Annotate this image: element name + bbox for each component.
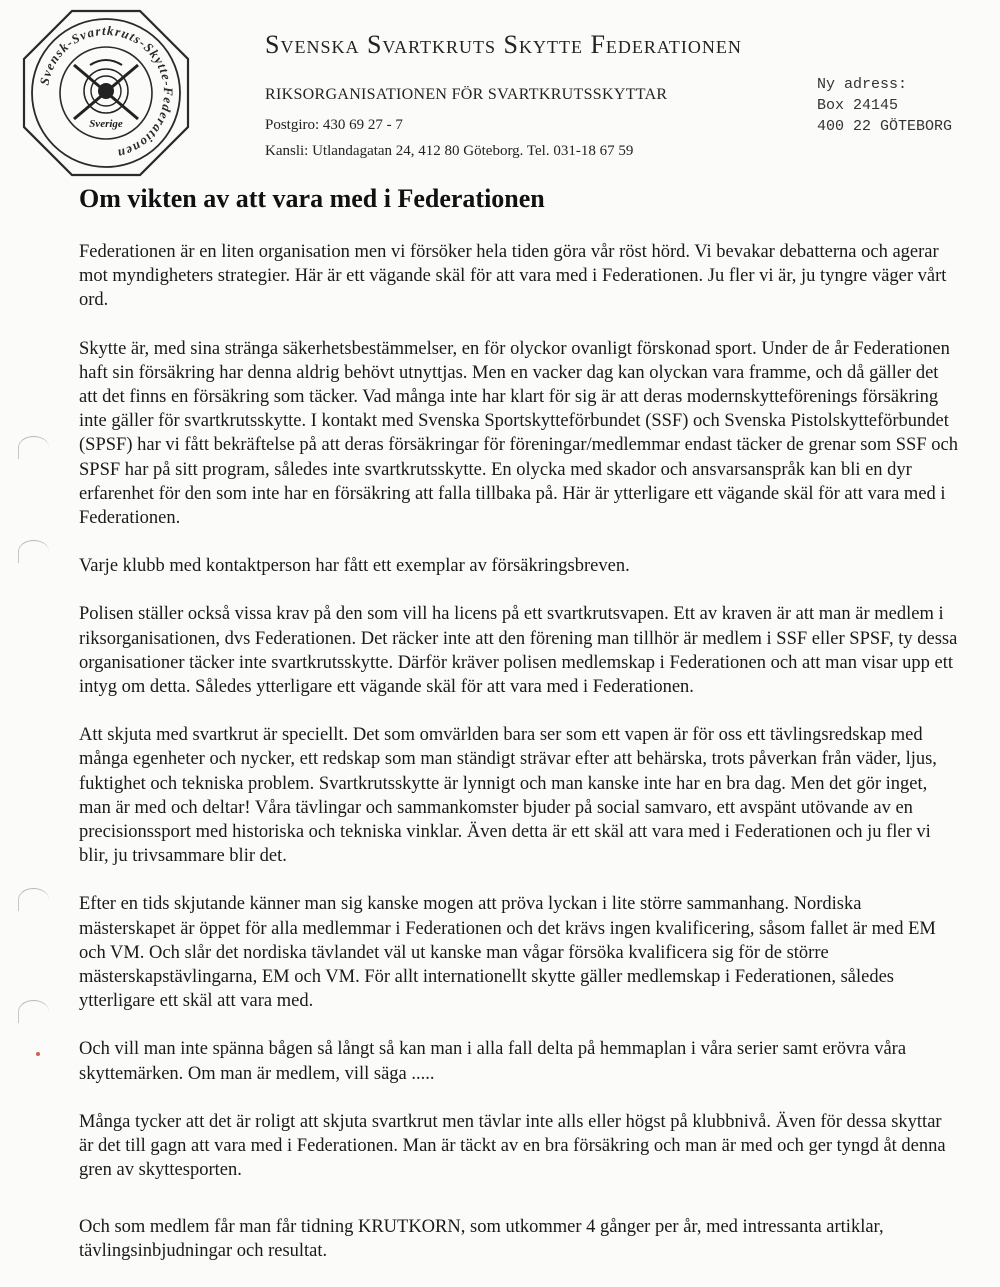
scan-speck bbox=[36, 1052, 40, 1056]
postgiro-line: Postgiro: 430 69 27 - 7 bbox=[265, 117, 403, 133]
body-paragraph: Varje klubb med kontaktperson har fått ett exemplar av försäkringsbreven. bbox=[79, 556, 630, 577]
new-address-label: Ny adress: bbox=[817, 76, 908, 93]
punch-hole-mark bbox=[18, 436, 49, 459]
seal-ring-text: Svensk-Svartkruts-Skytte-Federationen bbox=[36, 22, 177, 162]
new-address-city: 400 22 GÖTEBORG bbox=[817, 118, 953, 135]
seal-bottom-text: Sverige bbox=[89, 118, 123, 130]
punch-hole-mark bbox=[18, 888, 49, 911]
body-paragraph: Polisen ställer också vissa krav på den som vill ha licens på ett svartkrutsvapen. Ett av kraven är att man är medlem i riksorganisationen, dvs Federationen. Det räcker inte att den förening man tillhör är medlem i SSF eller SPSF, ty dessa organisationer täcker inte svartkrutsskytte. Därför kräver polisen medlemskap i Federationen och att man visar upp ett intyg om detta. Således ytterligare ett vägande skäl för att vara med i Federationen. bbox=[79, 604, 958, 698]
new-address-box: Box 24145 bbox=[817, 97, 899, 114]
organization-title: Svenska Svartkruts Skytte Federationen bbox=[265, 30, 742, 59]
letter-body bbox=[79, 240, 959, 1287]
body-paragraph: Federationen är en liten organisation men vi försöker hela tiden göra vår röst hörd. Vi bevakar debatterna och agerar mot myndigheters strategier. Här är ett vägande skäl för att vara med i Federationen. Ju fler vi är, ju tyngre väger vårt ord. bbox=[79, 242, 947, 311]
body-paragraph: Och som medlem får man får tidning KRUTKORN, som utkommer 4 gånger per år, med intressanta artiklar, tävlingsinbjudningar och resultat. bbox=[79, 1216, 884, 1261]
punch-hole-mark bbox=[18, 540, 49, 563]
body-paragraph: Skytte är, med sina stränga säkerhetsbestämmelser, en för olyckor ovanligt förskonad sport. Under de år Federationen haft sin försäkring har denna aldrig behövt utnyttjas. Men en vacker dag kan olyckan vara framme, och då gäller det att det finns en försäkring som täcker. Vad många inte har klart för sig är att deras modernskytteförenings försäkring inte gäller för svartkrutsskytte. I kontakt med Svenska Sportskytteförbundet (SSF) och Svenska Pistolskytteförbundet (SPSF) har vi fått bekräftelse på att deras försäkringar för föreningar/medlemmar endast täcker de grenar som SSF och SPSF har på sitt program, således inte svartkrutsskytte. En olycka med skador och ansvarsanspråk kan bli en dyr erfarenhet för den som inte har en försäkring att falla tillbaka på. Här är ytterligare ett vägande skäl för att vara med i Federationen. bbox=[79, 338, 958, 529]
punch-hole-mark bbox=[18, 1000, 49, 1023]
body-paragraph: Att skjuta med svartkrut är speciellt. Det som omvärlden bara ser som ett vapen är för oss ett tävlingsredskap med många egenheter och nycker, ett redskap som man ständigt strävar efter att behärska, trots påverkan från väder, ljus, fuktighet och tekniska problem. Svartkrutsskytte är lynnigt och man kanske inte har en bra dag. Men det gör inget, man är med och deltar! Våra tävlingar och sammankomster bjuder på social samvaro, ett avspänt utövande av en precisionssport med historiska och tekniska vinklar. Även detta är ett skäl att vara med i Federationen och ju fler vi blir, ju trivsammare blir det. bbox=[79, 725, 937, 867]
kansli-address-line: Kansli: Utlandagatan 24, 412 80 Göteborg. Tel. 031-18 67 59 bbox=[265, 143, 634, 159]
new-address-stamp bbox=[817, 74, 997, 137]
body-paragraph: Många tycker att det är roligt att skjuta svartkrut men tävlar inte alls eller högst på klubbnivå. Även för dessa skyttar är det till gagn att vara med i Federationen. Man är täckt av en bra försäkring och man är med och ger tyngd åt denna gren av skyttesporten. bbox=[79, 1111, 946, 1181]
organization-subtitle: RIKSORGANISATIONEN FÖR SVARTKRUTSSKYTTAR bbox=[265, 86, 668, 103]
body-paragraph: Och vill man inte spänna bågen så långt så kan man i alla fall delta på hemmaplan i våra serier samt erövra våra skyttemärken. Om man är medlem, vill säga ..... bbox=[79, 1039, 907, 1084]
federation-seal-logo bbox=[20, 7, 192, 179]
body-paragraph: Efter en tids skjutande känner man sig kanske mogen att pröva lyckan i lite större sammanhang. Nordiska mästerskapet är öppet för alla medlemmar i Federationen och det krävs ingen kvalificering, såsom fallet är med EM och VM. Och slår det nordiska tävlandet väl ut kanske man vågar försöka kvalificera sig för de större mästerskapstävlingarna, EM och VM. För allt internationellt skytte gäller medlemskap i Federationen, således ytterligare ett skäl att vara med. bbox=[79, 894, 936, 1012]
page-title: Om vikten av att vara med i Federationen bbox=[79, 184, 545, 213]
